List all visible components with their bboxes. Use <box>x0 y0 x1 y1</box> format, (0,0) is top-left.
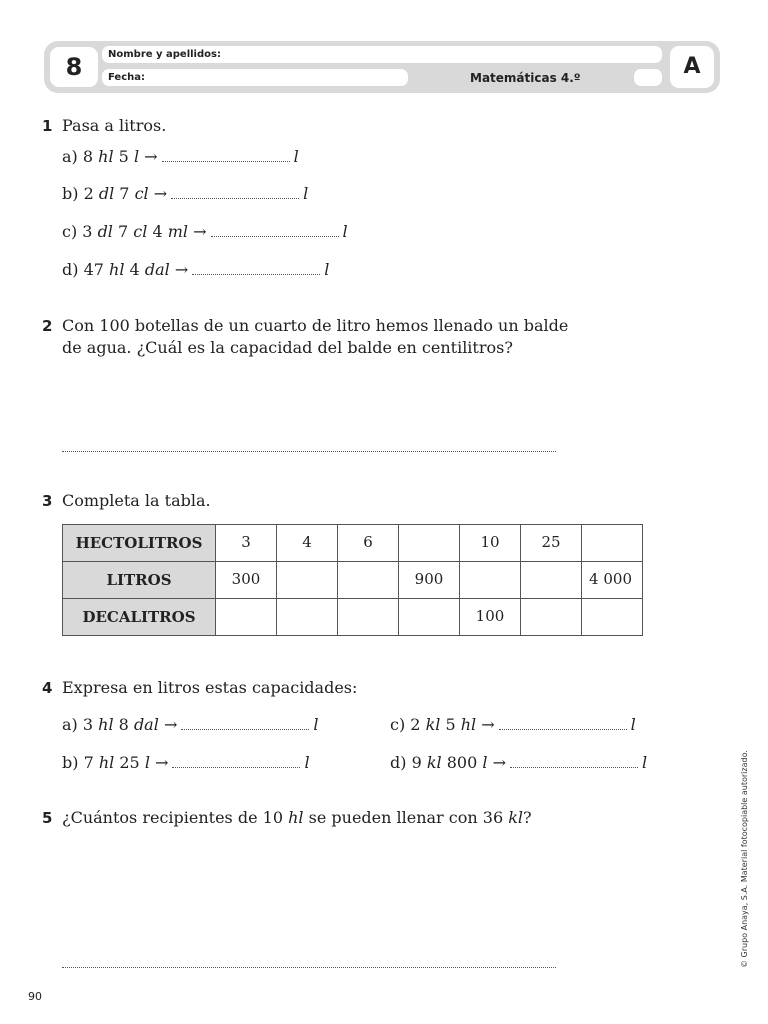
unit-number: 8 <box>50 47 98 87</box>
date-field[interactable]: Fecha: <box>102 69 408 86</box>
table-cell[interactable]: 3 <box>216 525 277 562</box>
exercise-2-line-2: de agua. ¿Cuál es la capacidad del balde en centilitros? <box>62 338 513 357</box>
table-cell[interactable] <box>277 599 338 636</box>
exercise-4-prompt: Expresa en litros estas capacidades: <box>62 678 358 697</box>
subject-label: Matemáticas 4.º <box>470 71 581 85</box>
worksheet-header <box>44 41 720 93</box>
exercise-1-prompt: Pasa a litros. <box>62 116 167 135</box>
answer-blank[interactable] <box>510 753 638 768</box>
answer-blank[interactable] <box>162 147 290 162</box>
exercise-4-item-d: d) 9 kl 800 l → l <box>390 753 648 772</box>
table-cell[interactable]: 900 <box>399 562 460 599</box>
conversion-table <box>62 524 643 636</box>
table-row <box>63 562 643 599</box>
exercise-5-prompt: ¿Cuántos recipientes de 10 hl se pueden llenar con 36 kl? <box>62 808 532 827</box>
table-cell[interactable] <box>521 562 582 599</box>
table-cell[interactable] <box>521 599 582 636</box>
exercise-2-line-1: Con 100 botellas de un cuarto de litro hemos llenado un balde <box>62 316 569 335</box>
exercise-3-number: 3 <box>42 492 53 510</box>
row-header-decalitros: DECALITROS <box>63 599 216 636</box>
exercise-1-item-c: c) 3 dl 7 cl 4 ml → l <box>62 222 348 241</box>
table-cell[interactable] <box>216 599 277 636</box>
copyright-notice: © Grupo Anaya, S.A. Material fotocopiable autorizado. <box>740 750 749 968</box>
table-cell[interactable] <box>338 562 399 599</box>
table-cell[interactable]: 100 <box>460 599 521 636</box>
table-cell[interactable]: 10 <box>460 525 521 562</box>
exercise-4-number: 4 <box>42 679 53 697</box>
answer-blank[interactable] <box>181 715 309 730</box>
row-header-hectolitros: HECTOLITROS <box>63 525 216 562</box>
grade-box[interactable] <box>634 69 662 86</box>
table-cell[interactable] <box>338 599 399 636</box>
exercise-1-item-d: d) 47 hl 4 dal → l <box>62 260 330 279</box>
answer-blank[interactable] <box>499 715 627 730</box>
table-cell[interactable] <box>399 599 460 636</box>
table-row <box>63 525 643 562</box>
table-cell[interactable]: 25 <box>521 525 582 562</box>
table-cell[interactable] <box>460 562 521 599</box>
exercise-2-number: 2 <box>42 317 53 335</box>
exercise-5-number: 5 <box>42 809 53 827</box>
exercise-5-answer-line[interactable] <box>62 967 556 968</box>
table-cell[interactable] <box>582 525 643 562</box>
exercise-1-item-a: a) 8 hl 5 l → l <box>62 147 299 166</box>
table-cell[interactable]: 4 <box>277 525 338 562</box>
exercise-1-number: 1 <box>42 117 53 135</box>
table-cell[interactable]: 300 <box>216 562 277 599</box>
answer-blank[interactable] <box>171 184 299 199</box>
row-header-litros: LITROS <box>63 562 216 599</box>
answer-blank[interactable] <box>192 260 320 275</box>
answer-blank[interactable] <box>211 222 339 237</box>
exercise-1-item-b: b) 2 dl 7 cl → l <box>62 184 309 203</box>
answer-blank[interactable] <box>172 753 300 768</box>
exercise-4-item-a: a) 3 hl 8 dal → l <box>62 715 319 734</box>
table-cell[interactable]: 6 <box>338 525 399 562</box>
table-cell[interactable]: 4 000 <box>582 562 643 599</box>
version-letter: A <box>670 46 714 88</box>
table-cell[interactable] <box>582 599 643 636</box>
table-cell[interactable] <box>399 525 460 562</box>
table-cell[interactable] <box>277 562 338 599</box>
name-field[interactable]: Nombre y apellidos: <box>102 46 662 63</box>
exercise-4-item-b: b) 7 hl 25 l → l <box>62 753 310 772</box>
exercise-4-item-c: c) 2 kl 5 hl → l <box>390 715 636 734</box>
page-number: 90 <box>28 990 42 1003</box>
exercise-3-prompt: Completa la tabla. <box>62 491 211 510</box>
exercise-2-answer-line[interactable] <box>62 451 556 452</box>
table-row <box>63 599 643 636</box>
